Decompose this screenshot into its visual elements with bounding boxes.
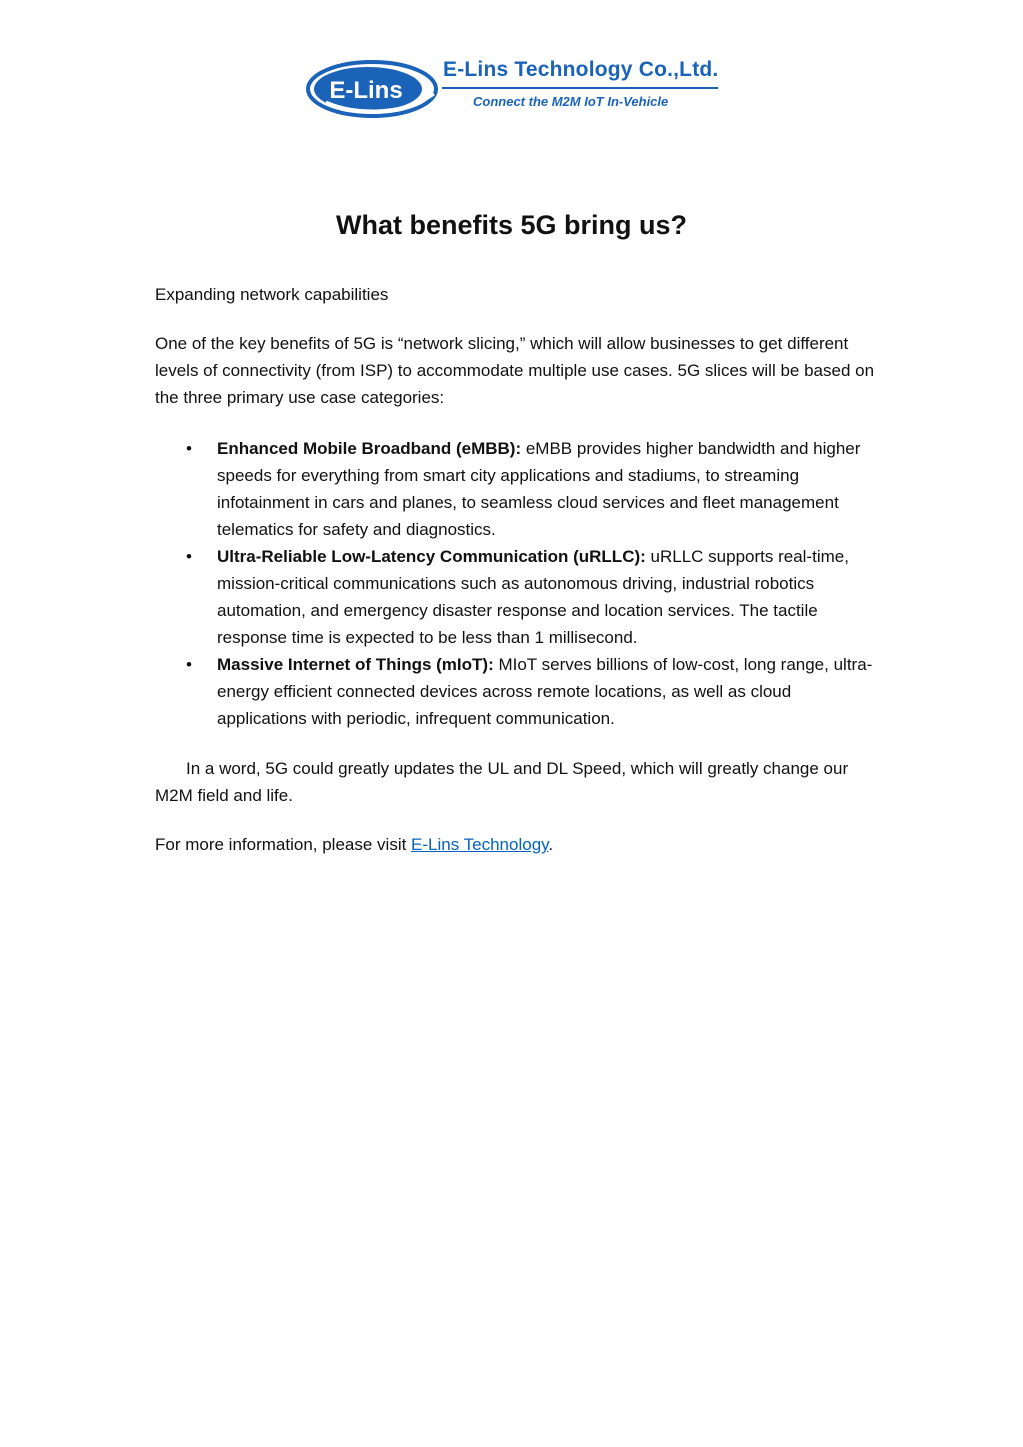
document-title: What benefits 5G bring us? — [335, 210, 687, 240]
bullet-icon: • — [186, 655, 192, 674]
e-lins-logo-emblem — [306, 58, 442, 118]
intro-paragraph: One of the key benefits of 5G is “network slicing,” which will allow businesses to get different levels of connectivity (from ISP) to accommodate multiple use cases. 5G slices will be based on the three primary use case categories: — [155, 334, 875, 407]
list-item — [155, 651, 875, 732]
list-item-term: Enhanced Mobile Broadband (eMBB): — [217, 439, 522, 458]
list-item — [155, 543, 875, 651]
logo-company-name: E-Lins Technology Co.,Ltd. — [443, 58, 719, 81]
bullet-icon: • — [186, 547, 192, 566]
list-item-text: uRLLC supports real-time, mission-critical communications such as autonomous driving, industrial robotics automation, and emergency disaster response and location services. The tactile response time is expected to be less than 1 millisecond. — [217, 547, 849, 647]
e-lins-technology-link[interactable]: E-Lins Technology — [411, 835, 549, 854]
more-info-suffix: . — [548, 835, 554, 854]
logo-tagline: Connect the M2M IoT In-Vehicle — [473, 94, 669, 109]
use-case-list — [155, 435, 875, 732]
logo-mark-text: E-Lins — [329, 77, 403, 104]
more-info-prefix: For more information, please visit — [155, 835, 412, 854]
company-logo — [306, 56, 726, 124]
list-item-term: Massive Internet of Things (mIoT): — [217, 655, 494, 674]
section-subtitle: Expanding network capabilities — [155, 285, 389, 304]
list-item-text: MIoT serves billions of low-cost, long range, ultra-energy efficient connected devices across remote locations, as well as cloud applications with periodic, infrequent communication. — [217, 655, 873, 728]
summary-paragraph: In a word, 5G could greatly updates the UL and DL Speed, which will greatly change our M2M field and life. — [155, 759, 849, 805]
more-info-paragraph — [155, 831, 875, 858]
logo-divider — [442, 87, 718, 89]
bullet-icon: • — [186, 439, 192, 458]
list-item-term: Ultra-Reliable Low-Latency Communication (uRLLC): — [217, 547, 646, 566]
list-item-text: eMBB provides higher bandwidth and higher speeds for everything from smart city applications and stadiums, to streaming infotainment in cars and planes, to seamless cloud services and fleet management telematics for safety and diagnostics. — [217, 439, 861, 539]
list-item — [155, 435, 875, 543]
